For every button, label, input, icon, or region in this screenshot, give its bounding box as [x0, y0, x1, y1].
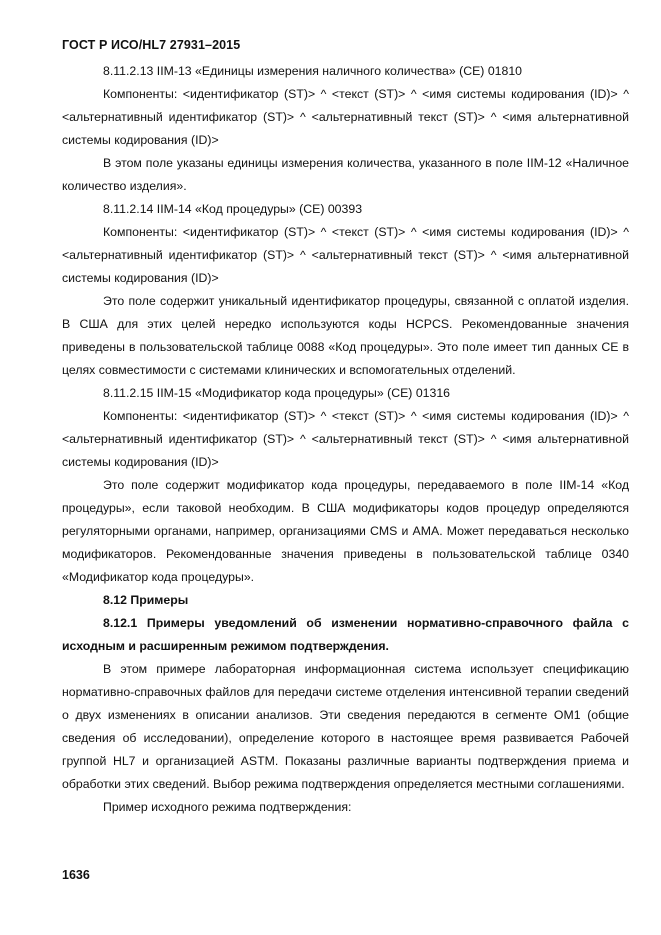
description-iim15: Это поле содержит модификатор кода процедуры, передаваемого в поле IIM-14 «Код процедуры», если таковой необходим. В США модификаторы кодов процедур определяются регуляторными органами, например, организациями CMS и AMA. Может передаваться несколько модификаторов. Рекомендованные значения приведены в пользовательской таблице 0340 «Модификатор кода процедуры».: [62, 478, 629, 584]
description-iim14: Это поле содержит уникальный идентификатор процедуры, связанной с оплатой изделия. В США для этих целей нередко используются коды HCPCS. Рекомендованные значения приведены в пользовательской таблице 0088 «Код процедуры». Это поле имеет тип данных CE в целях совместимости с системами клинических и вспомогательных отделений.: [62, 294, 629, 377]
description-iim13: В этом поле указаны единицы измерения количества, указанного в поле IIM-12 «Наличное количество изделия».: [62, 156, 629, 193]
subsection-heading-examples: 8.12.1 Примеры уведомлений об изменении нормативно-справочного файла с исходным и расширенным режимом подтверждения.: [62, 616, 629, 653]
components-iim14: Компоненты: <идентификатор (ST)> ^ <текст (ST)> ^ <имя системы кодирования (ID)> ^ <альтернативный идентификатор (ST)> ^ <альтернативный текст (ST)> ^ <имя альтернативной системы кодирования (ID)>: [62, 225, 629, 285]
examples-description: В этом примере лабораторная информационная система использует спецификацию нормативно-справочных файлов для передачи системе отделения интенсивной терапии сведений о двух изменениях в описании анализов. Эти сведения передаются в сегменте OM1 (общие сведения об исследовании), определение которого в настоящее время развивается Рабочей группой HL7 и организацией ASTM. Показаны различные варианты подтверждения приема и обработки этих сведений. Выбор режима подтверждения определяется местными соглашениями.: [62, 662, 629, 791]
components-iim15: Компоненты: <идентификатор (ST)> ^ <текст (ST)> ^ <имя системы кодирования (ID)> ^ <альтернативный идентификатор (ST)> ^ <альтернативный текст (ST)> ^ <имя альтернативной системы кодирования (ID)>: [62, 409, 629, 469]
example-intro: Пример исходного режима подтверждения:: [103, 800, 352, 814]
document-body: [62, 60, 629, 819]
section-heading-examples: 8.12 Примеры: [103, 593, 189, 607]
section-heading-iim14: 8.11.2.14 IIM-14 «Код процедуры» (CE) 00393: [103, 202, 363, 216]
page-number: 1636: [62, 868, 90, 882]
document-header: ГОСТ Р ИСО/HL7 27931–2015: [62, 38, 241, 52]
section-heading-iim13: 8.11.2.13 IIM-13 «Единицы измерения наличного количества» (CE) 01810: [103, 64, 523, 78]
section-heading-iim15: 8.11.2.15 IIM-15 «Модификатор кода процедуры» (CE) 01316: [103, 386, 451, 400]
components-iim13: Компоненты: <идентификатор (ST)> ^ <текст (ST)> ^ <имя системы кодирования (ID)> ^ <альтернативный идентификатор (ST)> ^ <альтернативный текст (ST)> ^ <имя альтернативной системы кодирования (ID)>: [62, 87, 629, 147]
